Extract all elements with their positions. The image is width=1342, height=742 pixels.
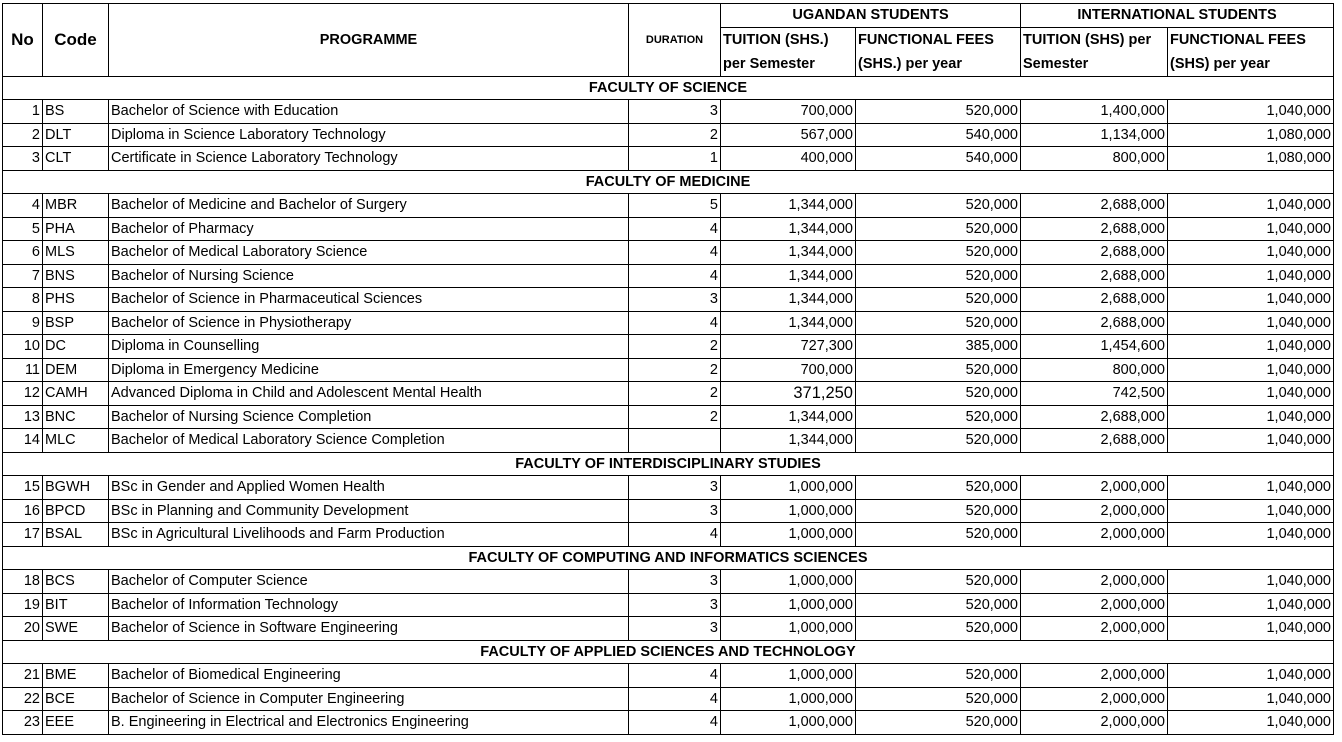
row-int-tuition: 2,000,000 bbox=[1021, 593, 1168, 617]
row-duration: 3 bbox=[629, 570, 721, 594]
row-code: CAMH bbox=[43, 382, 109, 406]
row-code: BPCD bbox=[43, 499, 109, 523]
row-code: DLT bbox=[43, 123, 109, 147]
row-programme: Bachelor of Science in Software Engineering bbox=[109, 617, 629, 641]
table-row bbox=[3, 405, 1334, 429]
faculty-row bbox=[3, 546, 1334, 570]
row-int-tuition: 2,688,000 bbox=[1021, 405, 1168, 429]
row-no: 16 bbox=[3, 499, 43, 523]
fees-spreadsheet bbox=[2, 3, 1334, 735]
row-ug-functional-fees: 520,000 bbox=[856, 429, 1021, 453]
row-ug-tuition: 1,000,000 bbox=[721, 523, 856, 547]
table-row bbox=[3, 711, 1334, 735]
row-ug-functional-fees: 520,000 bbox=[856, 617, 1021, 641]
row-programme: Diploma in Emergency Medicine bbox=[109, 358, 629, 382]
int-tuition-header-line1: TUITION (SHS) per bbox=[1021, 27, 1168, 52]
row-int-tuition: 2,688,000 bbox=[1021, 311, 1168, 335]
row-ug-functional-fees: 520,000 bbox=[856, 194, 1021, 218]
row-code: BSP bbox=[43, 311, 109, 335]
row-no: 9 bbox=[3, 311, 43, 335]
row-programme: Bachelor of Science in Physiotherapy bbox=[109, 311, 629, 335]
row-int-tuition: 2,688,000 bbox=[1021, 217, 1168, 241]
row-duration: 2 bbox=[629, 123, 721, 147]
row-duration: 4 bbox=[629, 311, 721, 335]
row-code: PHS bbox=[43, 288, 109, 312]
ug-functional-header-line1: FUNCTIONAL FEES bbox=[856, 27, 1021, 52]
int-tuition-header-line2: Semester bbox=[1021, 52, 1168, 77]
table-row bbox=[3, 100, 1334, 124]
row-int-tuition: 1,454,600 bbox=[1021, 335, 1168, 359]
row-ug-tuition: 727,300 bbox=[721, 335, 856, 359]
row-int-tuition: 2,688,000 bbox=[1021, 429, 1168, 453]
row-int-functional-fees: 1,040,000 bbox=[1168, 382, 1334, 406]
row-programme: Bachelor of Information Technology bbox=[109, 593, 629, 617]
row-programme: Bachelor of Biomedical Engineering bbox=[109, 664, 629, 688]
table-row bbox=[3, 241, 1334, 265]
row-ug-tuition: 1,000,000 bbox=[721, 593, 856, 617]
row-ug-functional-fees: 520,000 bbox=[856, 288, 1021, 312]
row-ug-functional-fees: 520,000 bbox=[856, 358, 1021, 382]
row-programme: BSc in Agricultural Livelihoods and Farm Production bbox=[109, 523, 629, 547]
row-programme: Bachelor of Nursing Science bbox=[109, 264, 629, 288]
table-row bbox=[3, 687, 1334, 711]
table-row bbox=[3, 593, 1334, 617]
row-duration: 4 bbox=[629, 241, 721, 265]
row-code: BS bbox=[43, 100, 109, 124]
table-row bbox=[3, 499, 1334, 523]
row-duration: 3 bbox=[629, 593, 721, 617]
row-duration: 4 bbox=[629, 217, 721, 241]
row-ug-tuition: 1,344,000 bbox=[721, 264, 856, 288]
col-header-programme: PROGRAMME bbox=[109, 4, 629, 77]
faculty-row bbox=[3, 452, 1334, 476]
row-no: 21 bbox=[3, 664, 43, 688]
row-ug-tuition: 400,000 bbox=[721, 147, 856, 171]
row-programme: B. Engineering in Electrical and Electronics Engineering bbox=[109, 711, 629, 735]
row-duration: 3 bbox=[629, 617, 721, 641]
col-header-duration: DURATION bbox=[629, 4, 721, 77]
row-ug-functional-fees: 520,000 bbox=[856, 241, 1021, 265]
row-duration: 3 bbox=[629, 476, 721, 500]
row-ug-tuition: 1,000,000 bbox=[721, 687, 856, 711]
row-no: 5 bbox=[3, 217, 43, 241]
row-ug-tuition: 1,000,000 bbox=[721, 711, 856, 735]
row-ug-functional-fees: 520,000 bbox=[856, 499, 1021, 523]
row-no: 14 bbox=[3, 429, 43, 453]
row-int-functional-fees: 1,040,000 bbox=[1168, 570, 1334, 594]
row-int-tuition: 2,000,000 bbox=[1021, 617, 1168, 641]
table-row bbox=[3, 429, 1334, 453]
row-code: DC bbox=[43, 335, 109, 359]
row-duration: 1 bbox=[629, 147, 721, 171]
table-row bbox=[3, 664, 1334, 688]
row-duration: 2 bbox=[629, 358, 721, 382]
row-no: 3 bbox=[3, 147, 43, 171]
row-code: MBR bbox=[43, 194, 109, 218]
ug-tuition-header-line2: per Semester bbox=[721, 52, 856, 77]
row-programme: Bachelor of Science in Pharmaceutical Sciences bbox=[109, 288, 629, 312]
row-ug-functional-fees: 520,000 bbox=[856, 217, 1021, 241]
row-programme: Bachelor of Medical Laboratory Science bbox=[109, 241, 629, 265]
row-code: EEE bbox=[43, 711, 109, 735]
row-no: 20 bbox=[3, 617, 43, 641]
international-students-header: INTERNATIONAL STUDENTS bbox=[1021, 4, 1334, 28]
ug-functional-header-line2: (SHS.) per year bbox=[856, 52, 1021, 77]
row-code: BME bbox=[43, 664, 109, 688]
row-no: 4 bbox=[3, 194, 43, 218]
row-int-functional-fees: 1,040,000 bbox=[1168, 335, 1334, 359]
table-row bbox=[3, 617, 1334, 641]
row-duration: 4 bbox=[629, 687, 721, 711]
row-code: MLC bbox=[43, 429, 109, 453]
row-code: BSAL bbox=[43, 523, 109, 547]
row-duration: 3 bbox=[629, 100, 721, 124]
row-code: BCE bbox=[43, 687, 109, 711]
row-int-functional-fees: 1,040,000 bbox=[1168, 100, 1334, 124]
row-int-functional-fees: 1,040,000 bbox=[1168, 499, 1334, 523]
row-int-tuition: 2,000,000 bbox=[1021, 664, 1168, 688]
row-int-functional-fees: 1,040,000 bbox=[1168, 617, 1334, 641]
row-programme: Bachelor of Science in Computer Engineering bbox=[109, 687, 629, 711]
row-int-tuition: 2,000,000 bbox=[1021, 711, 1168, 735]
row-int-functional-fees: 1,040,000 bbox=[1168, 311, 1334, 335]
row-no: 22 bbox=[3, 687, 43, 711]
row-int-functional-fees: 1,040,000 bbox=[1168, 711, 1334, 735]
row-programme: Bachelor of Computer Science bbox=[109, 570, 629, 594]
row-ug-tuition: 700,000 bbox=[721, 100, 856, 124]
row-int-tuition: 1,134,000 bbox=[1021, 123, 1168, 147]
table-row bbox=[3, 123, 1334, 147]
row-int-tuition: 2,688,000 bbox=[1021, 264, 1168, 288]
fees-body bbox=[3, 76, 1334, 734]
fees-table bbox=[2, 3, 1334, 735]
ug-tuition-header-line1: TUITION (SHS.) bbox=[721, 27, 856, 52]
col-header-no: No bbox=[3, 4, 43, 77]
faculty-row bbox=[3, 170, 1334, 194]
row-code: BCS bbox=[43, 570, 109, 594]
row-duration: 3 bbox=[629, 499, 721, 523]
row-ug-functional-fees: 520,000 bbox=[856, 476, 1021, 500]
row-int-tuition: 2,000,000 bbox=[1021, 476, 1168, 500]
int-functional-header-line2: (SHS) per year bbox=[1168, 52, 1334, 77]
row-programme: Diploma in Science Laboratory Technology bbox=[109, 123, 629, 147]
row-ug-functional-fees: 520,000 bbox=[856, 311, 1021, 335]
table-row bbox=[3, 194, 1334, 218]
row-int-functional-fees: 1,040,000 bbox=[1168, 429, 1334, 453]
row-ug-functional-fees: 520,000 bbox=[856, 570, 1021, 594]
row-ug-tuition: 700,000 bbox=[721, 358, 856, 382]
row-duration: 2 bbox=[629, 382, 721, 406]
row-ug-functional-fees: 520,000 bbox=[856, 664, 1021, 688]
row-code: PHA bbox=[43, 217, 109, 241]
row-duration bbox=[629, 429, 721, 453]
row-int-functional-fees: 1,040,000 bbox=[1168, 358, 1334, 382]
row-int-functional-fees: 1,040,000 bbox=[1168, 288, 1334, 312]
table-row bbox=[3, 523, 1334, 547]
row-programme: Bachelor of Medical Laboratory Science Completion bbox=[109, 429, 629, 453]
row-ug-tuition: 1,344,000 bbox=[721, 288, 856, 312]
row-duration: 3 bbox=[629, 288, 721, 312]
faculty-row bbox=[3, 76, 1334, 100]
row-int-functional-fees: 1,040,000 bbox=[1168, 217, 1334, 241]
row-code: SWE bbox=[43, 617, 109, 641]
faculty-heading: FACULTY OF APPLIED SCIENCES AND TECHNOLOGY bbox=[3, 640, 1334, 664]
row-no: 19 bbox=[3, 593, 43, 617]
faculty-row bbox=[3, 640, 1334, 664]
table-row bbox=[3, 358, 1334, 382]
row-int-functional-fees: 1,040,000 bbox=[1168, 664, 1334, 688]
row-code: DEM bbox=[43, 358, 109, 382]
row-ug-tuition: 1,000,000 bbox=[721, 664, 856, 688]
row-code: BNC bbox=[43, 405, 109, 429]
row-code: CLT bbox=[43, 147, 109, 171]
row-programme: Bachelor of Pharmacy bbox=[109, 217, 629, 241]
row-programme: BSc in Planning and Community Development bbox=[109, 499, 629, 523]
row-duration: 4 bbox=[629, 264, 721, 288]
row-int-functional-fees: 1,080,000 bbox=[1168, 147, 1334, 171]
row-int-tuition: 2,688,000 bbox=[1021, 241, 1168, 265]
row-int-functional-fees: 1,040,000 bbox=[1168, 264, 1334, 288]
row-programme: Bachelor of Nursing Science Completion bbox=[109, 405, 629, 429]
row-duration: 4 bbox=[629, 664, 721, 688]
row-int-tuition: 2,688,000 bbox=[1021, 288, 1168, 312]
row-no: 18 bbox=[3, 570, 43, 594]
row-int-functional-fees: 1,040,000 bbox=[1168, 593, 1334, 617]
col-header-code: Code bbox=[43, 4, 109, 77]
table-row bbox=[3, 147, 1334, 171]
row-int-functional-fees: 1,040,000 bbox=[1168, 523, 1334, 547]
row-programme: Certificate in Science Laboratory Technology bbox=[109, 147, 629, 171]
row-ug-tuition: 1,344,000 bbox=[721, 429, 856, 453]
row-int-functional-fees: 1,040,000 bbox=[1168, 476, 1334, 500]
row-ug-tuition: 1,344,000 bbox=[721, 405, 856, 429]
row-no: 13 bbox=[3, 405, 43, 429]
row-code: BGWH bbox=[43, 476, 109, 500]
row-duration: 2 bbox=[629, 405, 721, 429]
row-no: 7 bbox=[3, 264, 43, 288]
table-row bbox=[3, 288, 1334, 312]
table-row bbox=[3, 476, 1334, 500]
row-ug-tuition: 1,000,000 bbox=[721, 476, 856, 500]
row-ug-tuition: 1,344,000 bbox=[721, 311, 856, 335]
row-ug-functional-fees: 520,000 bbox=[856, 687, 1021, 711]
row-int-tuition: 2,688,000 bbox=[1021, 194, 1168, 218]
row-int-tuition: 2,000,000 bbox=[1021, 570, 1168, 594]
row-no: 2 bbox=[3, 123, 43, 147]
row-int-tuition: 1,400,000 bbox=[1021, 100, 1168, 124]
row-ug-functional-fees: 540,000 bbox=[856, 147, 1021, 171]
row-ug-tuition: 1,344,000 bbox=[721, 217, 856, 241]
faculty-heading: FACULTY OF INTERDISCIPLINARY STUDIES bbox=[3, 452, 1334, 476]
table-row bbox=[3, 311, 1334, 335]
row-ug-functional-fees: 520,000 bbox=[856, 405, 1021, 429]
row-int-tuition: 2,000,000 bbox=[1021, 687, 1168, 711]
table-row bbox=[3, 382, 1334, 406]
row-programme: Diploma in Counselling bbox=[109, 335, 629, 359]
faculty-heading: FACULTY OF SCIENCE bbox=[3, 76, 1334, 100]
table-row bbox=[3, 570, 1334, 594]
row-int-functional-fees: 1,040,000 bbox=[1168, 687, 1334, 711]
row-ug-tuition: 1,000,000 bbox=[721, 499, 856, 523]
ugandan-students-header: UGANDAN STUDENTS bbox=[721, 4, 1021, 28]
row-duration: 4 bbox=[629, 523, 721, 547]
row-code: BIT bbox=[43, 593, 109, 617]
row-no: 17 bbox=[3, 523, 43, 547]
row-int-tuition: 2,000,000 bbox=[1021, 499, 1168, 523]
row-code: BNS bbox=[43, 264, 109, 288]
row-ug-tuition: 1,344,000 bbox=[721, 241, 856, 265]
row-ug-functional-fees: 385,000 bbox=[856, 335, 1021, 359]
row-ug-functional-fees: 520,000 bbox=[856, 264, 1021, 288]
row-int-functional-fees: 1,040,000 bbox=[1168, 194, 1334, 218]
faculty-heading: FACULTY OF COMPUTING AND INFORMATICS SCIENCES bbox=[3, 546, 1334, 570]
row-programme: BSc in Gender and Applied Women Health bbox=[109, 476, 629, 500]
row-ug-functional-fees: 520,000 bbox=[856, 593, 1021, 617]
row-int-functional-fees: 1,080,000 bbox=[1168, 123, 1334, 147]
row-int-functional-fees: 1,040,000 bbox=[1168, 405, 1334, 429]
row-duration: 4 bbox=[629, 711, 721, 735]
row-no: 10 bbox=[3, 335, 43, 359]
table-row bbox=[3, 335, 1334, 359]
row-ug-tuition: 1,000,000 bbox=[721, 570, 856, 594]
row-no: 1 bbox=[3, 100, 43, 124]
row-ug-tuition: 1,000,000 bbox=[721, 617, 856, 641]
row-no: 23 bbox=[3, 711, 43, 735]
row-int-tuition: 742,500 bbox=[1021, 382, 1168, 406]
row-ug-tuition: 371,250 bbox=[721, 382, 856, 406]
row-ug-tuition: 1,344,000 bbox=[721, 194, 856, 218]
row-int-tuition: 2,000,000 bbox=[1021, 523, 1168, 547]
row-int-tuition: 800,000 bbox=[1021, 147, 1168, 171]
int-functional-header-line1: FUNCTIONAL FEES bbox=[1168, 27, 1334, 52]
row-ug-functional-fees: 540,000 bbox=[856, 123, 1021, 147]
row-ug-functional-fees: 520,000 bbox=[856, 523, 1021, 547]
table-row bbox=[3, 217, 1334, 241]
row-ug-functional-fees: 520,000 bbox=[856, 382, 1021, 406]
row-programme: Advanced Diploma in Child and Adolescent Mental Health bbox=[109, 382, 629, 406]
row-no: 6 bbox=[3, 241, 43, 265]
faculty-heading: FACULTY OF MEDICINE bbox=[3, 170, 1334, 194]
row-programme: Bachelor of Science with Education bbox=[109, 100, 629, 124]
row-no: 15 bbox=[3, 476, 43, 500]
row-no: 12 bbox=[3, 382, 43, 406]
row-duration: 2 bbox=[629, 335, 721, 359]
row-ug-functional-fees: 520,000 bbox=[856, 100, 1021, 124]
row-ug-tuition: 567,000 bbox=[721, 123, 856, 147]
row-ug-functional-fees: 520,000 bbox=[856, 711, 1021, 735]
table-row bbox=[3, 264, 1334, 288]
row-programme: Bachelor of Medicine and Bachelor of Surgery bbox=[109, 194, 629, 218]
row-int-functional-fees: 1,040,000 bbox=[1168, 241, 1334, 265]
row-no: 11 bbox=[3, 358, 43, 382]
header-row-1 bbox=[3, 4, 1334, 28]
row-int-tuition: 800,000 bbox=[1021, 358, 1168, 382]
row-duration: 5 bbox=[629, 194, 721, 218]
row-no: 8 bbox=[3, 288, 43, 312]
row-code: MLS bbox=[43, 241, 109, 265]
